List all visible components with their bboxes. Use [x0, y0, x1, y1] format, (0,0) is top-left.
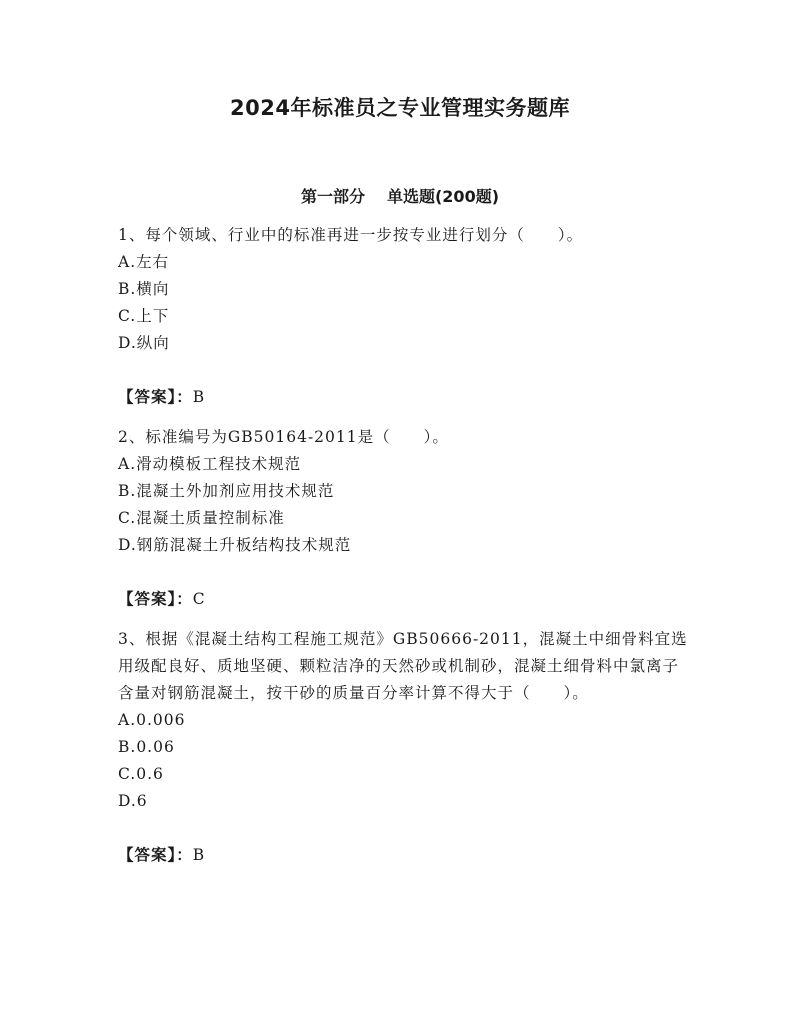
section-heading: [0, 184, 800, 207]
answer-value: B: [192, 846, 206, 864]
option-b: B.横向: [118, 280, 170, 298]
answer-value: B: [192, 388, 206, 406]
section-part: 第一部分: [300, 187, 365, 206]
option-a: A.左右: [118, 253, 170, 271]
option-a: A.0.006: [118, 711, 186, 729]
answer-line: [118, 384, 693, 411]
question-stem: 1、每个领域、行业中的标准再进一步按专业进行划分（ ）。: [118, 226, 584, 244]
option-c: C.上下: [118, 307, 170, 325]
answer-label: 【答案】：: [118, 846, 193, 864]
section-name: 单选题(200题): [386, 187, 500, 206]
option-c: C.0.6: [118, 765, 164, 783]
question-3: [118, 626, 693, 869]
option-d: D.钢筋混凝土升板结构技术规范: [118, 536, 352, 554]
answer-label: 【答案】：: [118, 590, 193, 608]
answer-value: C: [192, 590, 206, 608]
question-2: [118, 424, 693, 613]
option-d: D.6: [118, 792, 148, 810]
option-b: B.0.06: [118, 738, 175, 756]
answer-label: 【答案】：: [118, 388, 193, 406]
option-a: A.滑动模板工程技术规范: [118, 455, 302, 473]
option-c: C.混凝土质量控制标准: [118, 509, 285, 527]
document-title: 2024年标准员之专业管理实务题库: [230, 96, 570, 120]
question-stem: 2、标准编号为GB50164-2011是（ ）。: [118, 428, 449, 446]
answer-line: [118, 842, 693, 869]
question-list: [118, 222, 693, 882]
question-1: [118, 222, 693, 411]
answer-line: [118, 586, 693, 613]
option-b: B.混凝土外加剂应用技术规范: [118, 482, 335, 500]
question-stem: 3、根据《混凝土结构工程施工规范》GB50666-2011，混凝土中细骨料宜选用级配良好、质地坚硬、颗粒洁净的天然砂或机制砂，混凝土细骨料中氯离子含量对钢筋混凝土，按干砂的质量百分率计算不得大于（ ）。: [118, 630, 688, 702]
option-d: D.纵向: [118, 334, 170, 352]
